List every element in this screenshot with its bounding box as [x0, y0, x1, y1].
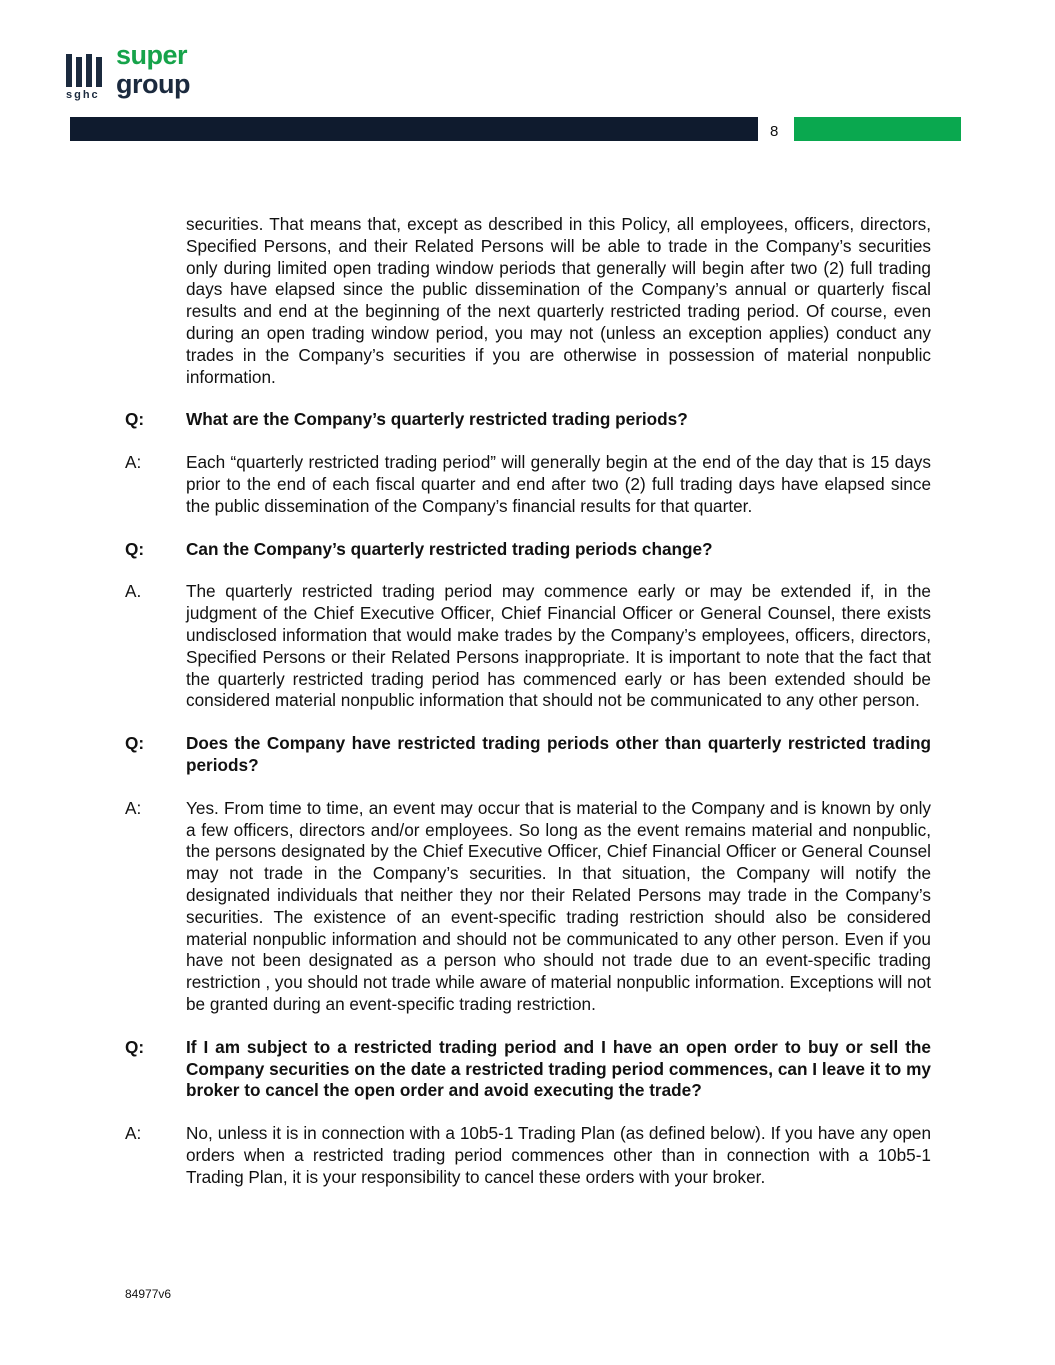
- qa-item: [125, 409, 931, 431]
- qa-label: Q:: [125, 538, 145, 559]
- answer-text: Each “quarterly restricted trading period” will generally begin at the end of the day that is 15 days prior to the end of each fiscal quarter and end after two (2) full trading days have elapsed since the public dissemination of the Company’s financial results for that quarter.: [186, 452, 931, 516]
- qa-item: [125, 452, 931, 517]
- qa-item: [125, 1037, 931, 1102]
- logo-abbr: sghc: [66, 89, 100, 101]
- logo-bars-icon: [66, 54, 106, 87]
- qa-item: [125, 733, 931, 777]
- qa-label: Q:: [125, 409, 145, 430]
- qa-label: A:: [125, 797, 142, 818]
- header-bar-green: [794, 117, 961, 141]
- logo-top-word: super: [116, 40, 188, 70]
- answer-text: Yes. From time to time, an event may occur that is material to the Company and is known by only a few officers, directors and/or employees. So long as the event remains material and nonpublic, the persons designated by the Chief Executive Officer, Chief Financial Officer or General Counsel may not trade in the Company’s securities. In that situation, the Company will notify the designated individuals that neither they nor their Related Persons may trade in the Company’s securities. The existence of an event-specific trading restriction should also be considered material nonpublic information and should not be communicated to any other person. Even if you have not been designated as a person who should not trade due to an event-specific trading restriction , you should not trade while aware of material nonpublic information. Exceptions will not be granted during an event-specific trading restriction.: [186, 797, 931, 1014]
- qa-label: A:: [125, 452, 142, 473]
- qa-label: Q:: [125, 1036, 145, 1057]
- document-id: 84977v6: [125, 1287, 172, 1301]
- qa-label: A:: [125, 1123, 142, 1144]
- qa-item: [125, 1123, 931, 1188]
- question-text: If I am subject to a restricted trading period and I have an open order to buy or sell the Company securities on the date a restricted trading period commences, can I leave it to my broker to cancel the open order and avoid executing the trade?: [186, 1036, 931, 1101]
- header-bar-navy: [70, 117, 758, 141]
- qa-item: [125, 798, 931, 1016]
- company-logo: [66, 40, 216, 102]
- answer-text: No, unless it is in connection with a 10b5-1 Trading Plan (as defined below). If you have any open orders when a restricted trading period commences other than in connection with a 10b5-1 Trading Plan, it is your responsibility to cancel these orders with your broker.: [186, 1123, 931, 1187]
- qa-item: [125, 539, 931, 561]
- question-text: What are the Company’s quarterly restricted trading periods?: [186, 409, 688, 430]
- qa-item: [125, 581, 931, 712]
- question-text: Does the Company have restricted trading periods other than quarterly restricted trading periods?: [186, 733, 931, 775]
- answer-text: The quarterly restricted trading period may commence early or may be extended if, in the judgment of the Chief Executive Officer, Chief Financial Officer or General Counsel, there exists undisclosed information that would make trades by the Company’s employees, officers, directors, Specified Persons or their Related Persons inappropriate. It is important to note that the fact that the quarterly restricted trading period has commenced early or has been extended should be considered material nonpublic information that should not be communicated to any other person.: [186, 581, 931, 711]
- document-body: [125, 214, 931, 1188]
- logo-bottom-word: group: [116, 69, 190, 99]
- page-number: 8: [770, 123, 779, 140]
- qa-label: A.: [125, 581, 142, 602]
- qa-label: Q:: [125, 733, 145, 754]
- question-text: Can the Company’s quarterly restricted trading periods change?: [186, 538, 713, 559]
- intro-paragraph: securities. That means that, except as described in this Policy, all employees, officers, directors, Specified Persons, and their Related Persons will be able to trade in the Company’s securities only during limited open trading window periods that generally will begin after two (2) full trading days have elapsed since the public dissemination of the Company’s annual or quarterly fiscal results and end at the beginning of the next quarterly restricted trading period. Of course, even during an open trading window period, you may not (unless an exception applies) conduct any trades in the Company’s securities if you are otherwise in possession of material nonpublic information.: [186, 214, 931, 387]
